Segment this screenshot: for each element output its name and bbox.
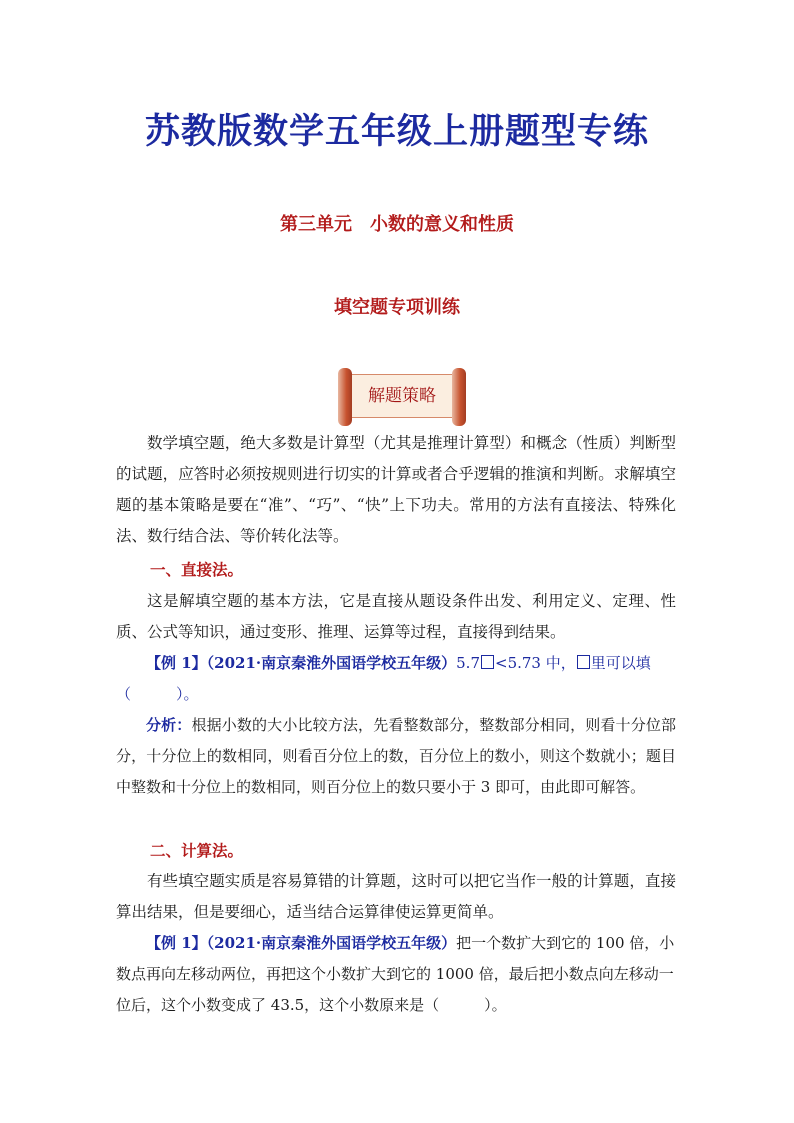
example-tag: 【例 1】（2021·南京秦淮外国语学校五年级） <box>146 654 457 672</box>
scroll-badge <box>338 368 466 426</box>
unit-heading <box>0 210 794 236</box>
scroll-badge-label: 解题策略 <box>368 386 436 406</box>
blank-box-icon <box>481 655 494 669</box>
document-title: 苏教版数学五年级上册题型专练 <box>144 111 649 152</box>
example-part-d: （ ）。 <box>116 685 199 703</box>
section-title: 填空题专项训练 <box>334 297 460 318</box>
method2-example <box>116 928 676 1021</box>
method1-body: 这是解填空题的基本方法，它是直接从题设条件出发、利用定义、定理、性质、公式等知识，通过变形、推理、运算等过程，直接得到结果。 <box>116 592 676 641</box>
example-text: 把一个数扩大到它的 100 倍，小数点再向左移动两位，再把这个小数扩大到它的 1000 倍，最后把小数点向左移动一位后，这个小数变成了 43.5，这个小数原来是（ ）。 <box>116 934 675 1014</box>
method2-body: 有些填空题实质是容易算错的计算题，这时可以把它当作一般的计算题，直接算出结果，但是要细心，适当结合运算律使运算更简单。 <box>116 872 676 921</box>
intro-paragraph: 数学填空题，绝大多数是计算型（尤其是推理计算型）和概念（性质）判断型的试题，应答时必须按规则进行切实的计算或者合乎逻辑的推演和判断。求解填空题的基本策略是要在“准”、“巧”、“快”上下功夫。常用的方法有直接法、特殊化法、数行结合法、等价转化法等。 <box>116 434 676 545</box>
blank-box-icon <box>577 655 590 669</box>
analysis-text: 根据小数的大小比较方法，先看整数部分，整数部分相同，则看十分位部分，十分位上的数相同，则看百分位上的数，百分位上的数小，则这个数就小；题目中整数和十分位上的数相同，则百分位上的数只要小于 3 即可，由此即可解答。 <box>116 716 676 796</box>
unit-number: 第三单元 <box>280 214 352 235</box>
example-part-a: 5.7 <box>456 654 480 672</box>
example-tag: 【例 1】（2021·南京秦淮外国语学校五年级） <box>146 934 457 952</box>
method1-example <box>116 648 676 710</box>
unit-topic: 小数的意义和性质 <box>370 214 514 235</box>
example-part-c: 里可以填 <box>590 654 651 672</box>
example-part-b: <5.73 中， <box>495 654 576 672</box>
method1-heading: 一、直接法。 <box>150 561 244 579</box>
method1-analysis <box>116 710 676 803</box>
method2-heading: 二、计算法。 <box>150 842 244 860</box>
analysis-tag: 分析： <box>146 716 192 734</box>
